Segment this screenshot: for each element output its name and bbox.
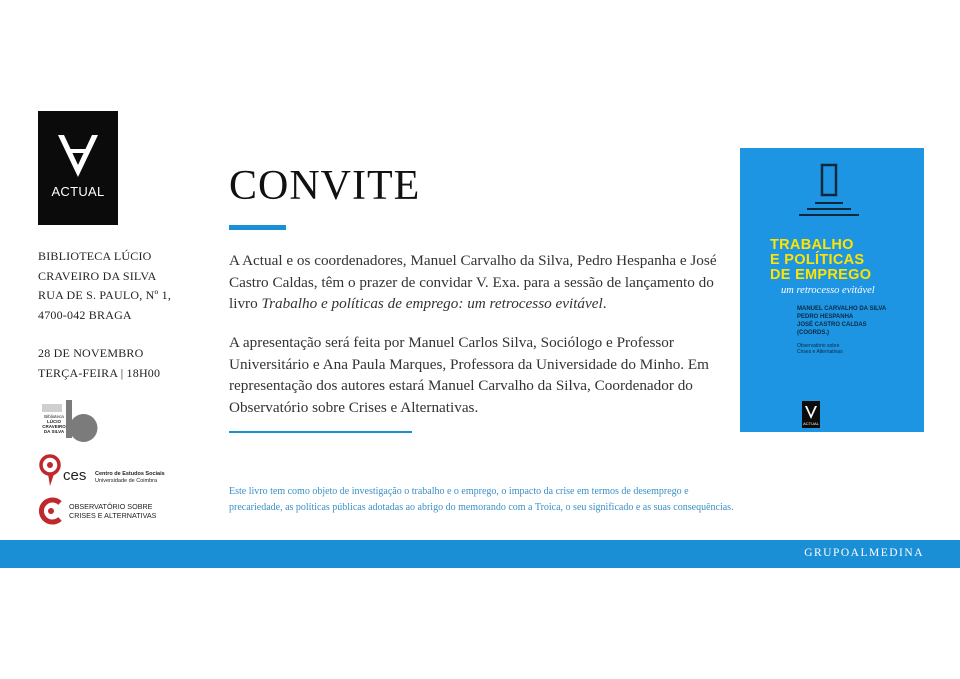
- library-logo-line: LÚCIO: [47, 419, 61, 424]
- footer-brand: GRUPOALMEDINA: [804, 547, 924, 559]
- venue-line: BIBLIOTECA LÚCIO: [38, 249, 152, 263]
- book-cover-subtitle: um retrocesso evitável: [781, 285, 875, 296]
- library-logo-line: Biblioteca: [44, 414, 64, 419]
- book-title-inline: Trabalho e políticas de emprego: um retrocesso evitável: [261, 295, 603, 312]
- venue-line: CRAVEIRO DA SILVA: [38, 268, 157, 283]
- actual-logo-text: ACTUAL: [51, 184, 105, 199]
- section-divider: [229, 431, 412, 433]
- book-author: JOSÉ CASTRO CALDAS: [797, 322, 867, 328]
- actual-logo: [38, 111, 118, 225]
- book-series-line: Observatório sobre: [797, 343, 840, 349]
- event-time: TERÇA-FEIRA | 18H00: [38, 365, 161, 380]
- venue-line: 4700-042 BRAGA: [38, 307, 132, 322]
- book-title-line: DE EMPREGO: [770, 267, 872, 283]
- venue-address: [38, 247, 171, 325]
- event-datetime: [38, 344, 160, 383]
- observatory-line: CRISES E ALTERNATIVAS: [69, 511, 157, 520]
- invitation-paragraph-2: A apresentação será feita por Manuel Carlos Silva, Sociólogo e Professor Universitário e Ana Paula Marques, Professora da Universidade do Minho. Em representação dos autores estará Manuel Carvalho da Silva, Coordenador do Observatório sobre Crises e Alternativas.: [229, 334, 709, 416]
- invitation-paragraph-1: [229, 250, 729, 315]
- event-date: 28 DE NOVEMBRO: [38, 346, 144, 360]
- footer-bar: [0, 540, 960, 568]
- book-author: MANUEL CARVALHO DA SILVA: [797, 306, 887, 312]
- book-column-icon: [795, 163, 865, 223]
- ces-acronym: ces: [63, 467, 87, 484]
- ces-emblem-icon: [38, 454, 66, 488]
- observatory-c-icon: [36, 497, 66, 525]
- actual-a-icon: [56, 133, 100, 179]
- book-publisher-name: ACTUAL: [803, 421, 819, 426]
- book-publisher-logo: [802, 401, 820, 428]
- book-cover-authors: [797, 305, 886, 337]
- book-author: (COORDS.): [797, 330, 829, 336]
- ces-university: Universidade de Coimbra: [95, 478, 158, 484]
- library-logo: [40, 396, 102, 444]
- ces-name: Centro de Estudos Sociais: [95, 471, 165, 477]
- book-title-line: TRABALHO: [770, 237, 854, 253]
- observatory-logo: [36, 497, 166, 527]
- actual-a-icon: [802, 403, 820, 421]
- invitation-text-end: .: [602, 295, 607, 312]
- library-logo-line: CRAVEIRO: [42, 424, 66, 429]
- book-title-line: E POLÍTICAS: [770, 252, 865, 268]
- book-series-line: Crises e Alternativas: [797, 349, 843, 355]
- ces-logo: [38, 452, 168, 490]
- venue-line: RUA DE S. PAULO, Nº 1,: [38, 288, 172, 302]
- library-logo-line: DA SILVA: [43, 429, 65, 434]
- book-cover: [740, 148, 924, 432]
- book-author: PEDRO HESPANHA: [797, 314, 854, 320]
- page-title: CONVITE: [229, 163, 421, 209]
- book-cover-series: [797, 343, 843, 355]
- observatory-line: OBSERVATÓRIO SOBRE: [69, 502, 153, 511]
- title-underline: [229, 225, 286, 230]
- invitation-text: A Actual e os coordenadores, Manuel Carvalho da Silva, Pedro Hespanha e José Castro Caldas, têm o prazer de convidar V. Exa. para a sessão de lançamento do livro: [229, 252, 717, 312]
- book-cover-title: [770, 238, 871, 283]
- book-description: Este livro tem como objeto de investigação o trabalho e o emprego, o impacto da crise em termos de desemprego e precariedade, as políticas públicas adotadas ao abrigo do memorando com a Troica, o seu significado e as suas consequências.: [229, 486, 734, 513]
